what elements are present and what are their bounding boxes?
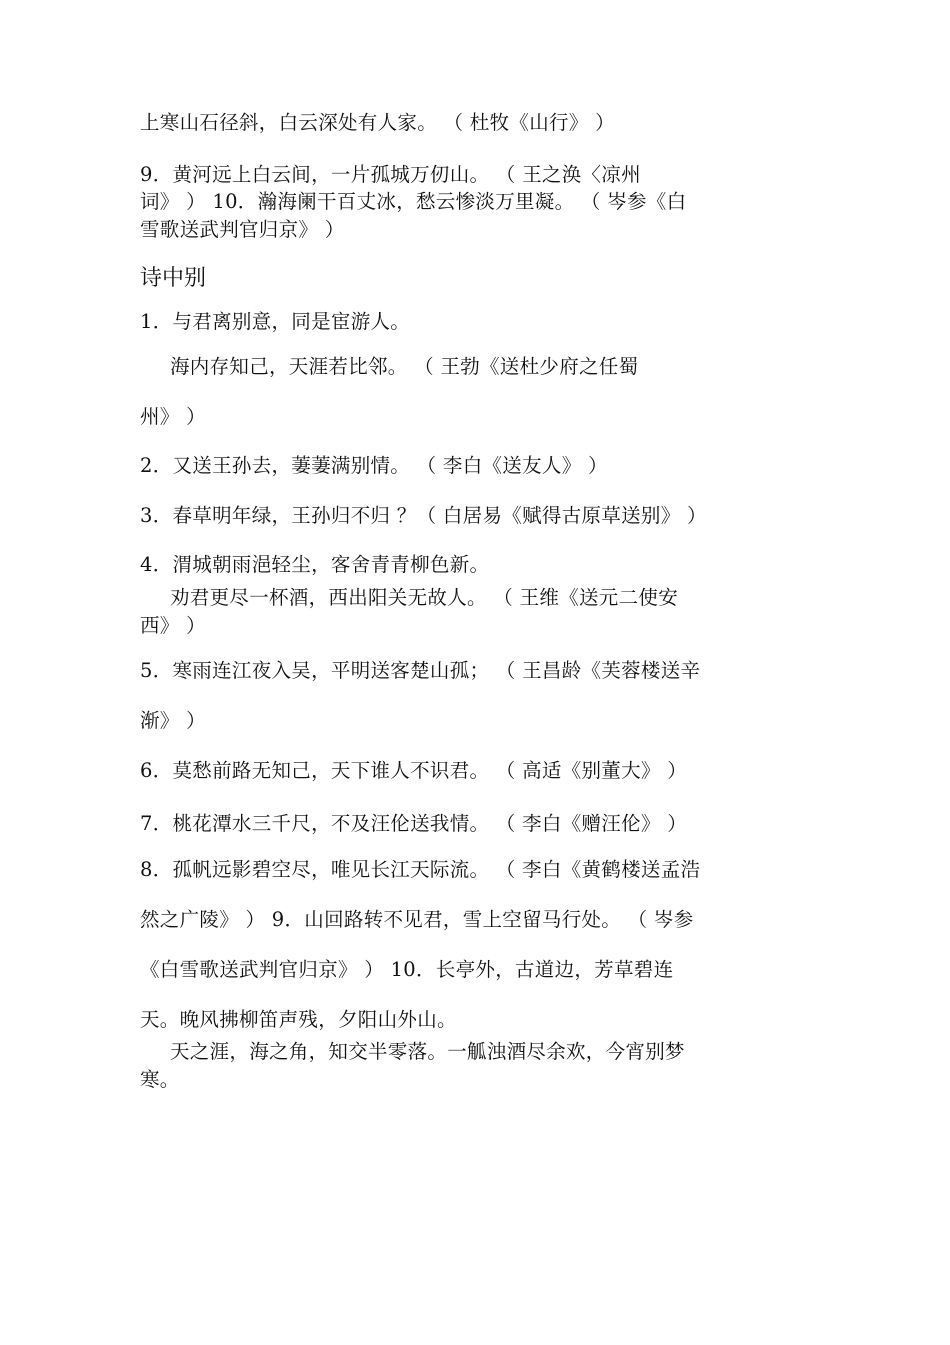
text-line: 7．桃花潭水三千尺，不及汪伦送我情。 （ 李白《赠汪伦》 ） bbox=[140, 812, 688, 835]
text-line: 寒。 bbox=[140, 1068, 180, 1091]
section-heading: 诗中别 bbox=[140, 266, 207, 291]
text-line: 上寒山石径斜，白云深处有人家。 （ 杜牧《山行》 ） bbox=[140, 111, 615, 134]
text-line: 9．黄河远上白云间，一片孤城万仞山。 （ 王之涣〈凉州 bbox=[140, 163, 641, 186]
text-line: 海内存知己，天涯若比邻。 （ 王勃《送杜少府之任蜀 bbox=[170, 355, 639, 378]
text-line: 西》 ） bbox=[140, 614, 206, 637]
text-line: 天之涯，海之角，知交半零落。一觚浊酒尽余欢，今宵别梦 bbox=[170, 1040, 685, 1063]
text-line: 雪歌送武判官归京》 ） bbox=[140, 218, 345, 241]
text-line: 2．又送王孙去，萋萋满别情。 （ 李白《送友人》 ） bbox=[140, 454, 608, 477]
text-line: 词》 ） 10．瀚海阑干百丈冰，愁云惨淡万里凝。 （ 岑参《白 bbox=[140, 190, 687, 213]
text-line: 天。晚风拂柳笛声残，夕阳山外山。 bbox=[140, 1008, 457, 1031]
text-line: 然之广陵》 ） 9．山回路转不见君，雪上空留马行处。 （ 岑参 bbox=[140, 908, 694, 931]
text-line: 3．春草明年绿，王孙归不归 ？（ 白居易《赋得古原草送别》 ） bbox=[140, 504, 707, 527]
text-line: 1．与君离别意，同是宦游人。 bbox=[140, 310, 411, 333]
text-line: 渐》 ） bbox=[140, 709, 206, 732]
text-line: 《白雪歌送武判官归京》 ） 10．长亭外，古道边，芳草碧连 bbox=[140, 958, 674, 981]
text-line: 州》 ） bbox=[140, 405, 206, 428]
text-line: 劝君更尽一杯酒，西出阳关无故人。 （ 王维《送元二使安 bbox=[170, 586, 678, 609]
text-line: 4．渭城朝雨浥轻尘，客舍青青柳色新。 bbox=[140, 553, 490, 576]
text-line: 8．孤帆远影碧空尽，唯见长江天际流。 （ 李白《黄鹤楼送孟浩 bbox=[140, 858, 701, 881]
text-line: 5．寒雨连江夜入吴，平明送客楚山孤； （ 王昌龄《芙蓉楼送辛 bbox=[140, 659, 701, 682]
text-line: 6．莫愁前路无知己，天下谁人不识君。 （ 高适《别董大》 ） bbox=[140, 759, 688, 782]
